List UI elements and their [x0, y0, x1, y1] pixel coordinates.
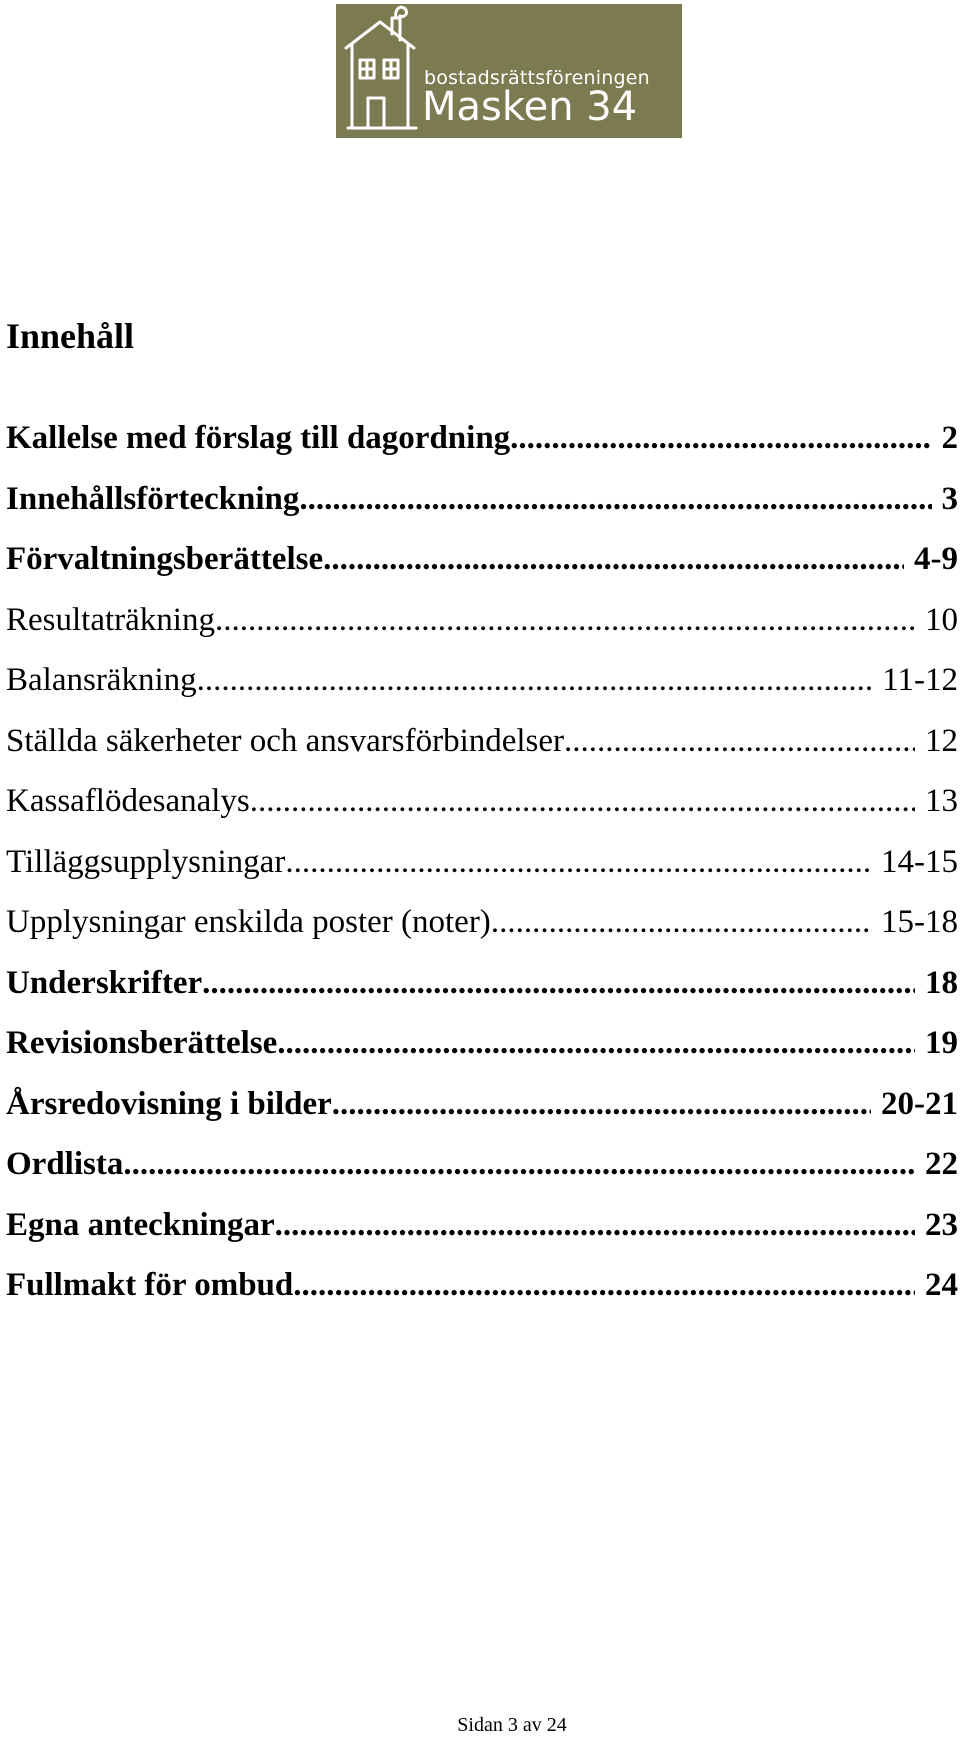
- toc-entry: [6, 783, 958, 844]
- toc-entry-page: 12: [925, 722, 958, 759]
- logo-subtitle: bostadsrättsföreningen: [424, 67, 650, 89]
- toc-entry-title: Ställda säkerheter och ansvarsförbindelser: [6, 722, 565, 759]
- toc-entry: [6, 1025, 958, 1086]
- toc-entry-title: Revisionsberättelse: [6, 1025, 278, 1061]
- toc-entry-title: Balansräkning: [6, 662, 197, 698]
- toc-entry-page: 20-21: [881, 1085, 958, 1122]
- toc-entry-page: 18: [925, 964, 958, 1001]
- dot-leader: [250, 783, 915, 820]
- toc-entry-title: Ordlista: [6, 1146, 124, 1182]
- toc-entry-page: 14-15: [881, 843, 958, 880]
- dot-leader: [332, 1086, 871, 1123]
- toc-entry-title: Tilläggsupplysningar: [6, 843, 286, 880]
- toc-entry-page: 23: [925, 1206, 958, 1243]
- toc-entry: [6, 904, 958, 965]
- dot-leader: [491, 904, 871, 941]
- dot-leader: [564, 723, 915, 760]
- dot-leader: [285, 844, 871, 881]
- toc-entry-page: 4-9: [914, 541, 958, 577]
- toc-entry-page: 24: [925, 1267, 958, 1303]
- logo-name: Masken 34: [422, 84, 638, 130]
- table-of-contents: [6, 420, 958, 1328]
- dot-leader: [323, 541, 904, 578]
- toc-entry: [6, 723, 958, 784]
- toc-entry-title: Egna anteckningar: [6, 1206, 275, 1243]
- dot-leader: [202, 965, 915, 1002]
- toc-entry-page: 15-18: [881, 904, 958, 940]
- dot-leader: [275, 1207, 915, 1244]
- toc-entry: [6, 481, 958, 542]
- toc-entry: [6, 420, 958, 481]
- toc-entry-title: Kassaflödesanalys: [6, 783, 250, 819]
- toc-entry-title: Kallelse med förslag till dagordning: [6, 420, 511, 456]
- dot-leader: [215, 602, 915, 639]
- toc-entry-page: 2: [941, 420, 958, 456]
- toc-entry: [6, 1267, 958, 1328]
- dot-leader: [197, 662, 873, 699]
- toc-entry-page: 3: [941, 480, 958, 517]
- toc-heading: Innehåll: [6, 316, 135, 356]
- dot-leader: [123, 1146, 915, 1183]
- toc-entry: [6, 1207, 958, 1268]
- toc-entry-page: 22: [925, 1146, 958, 1182]
- toc-entry: [6, 541, 958, 602]
- toc-entry-title: Innehållsförteckning: [6, 480, 300, 517]
- logo: [336, 4, 682, 138]
- toc-entry-title: Årsredovisning i bilder: [6, 1085, 332, 1122]
- dot-leader: [293, 1267, 915, 1304]
- toc-entry-page: 13: [925, 783, 958, 819]
- toc-entry: [6, 662, 958, 723]
- dot-leader: [510, 420, 931, 457]
- toc-entry-title: Fullmakt för ombud: [6, 1267, 294, 1303]
- toc-entry: [6, 1086, 958, 1147]
- toc-entry: [6, 602, 958, 663]
- toc-entry-title: Resultaträkning: [6, 601, 215, 638]
- dot-leader: [277, 1025, 915, 1062]
- toc-entry-title: Underskrifter: [6, 964, 203, 1001]
- toc-entry-page: 10: [925, 601, 958, 638]
- toc-entry: [6, 844, 958, 905]
- toc-entry-page: 19: [925, 1025, 958, 1061]
- toc-entry-page: 11-12: [882, 662, 958, 698]
- page-footer: Sidan 3 av 24: [457, 1714, 567, 1736]
- toc-entry-title: Upplysningar enskilda poster (noter): [6, 904, 491, 940]
- toc-entry: [6, 1146, 958, 1207]
- dot-leader: [299, 481, 931, 518]
- toc-entry: [6, 965, 958, 1026]
- toc-entry-title: Förvaltningsberättelse: [6, 541, 324, 577]
